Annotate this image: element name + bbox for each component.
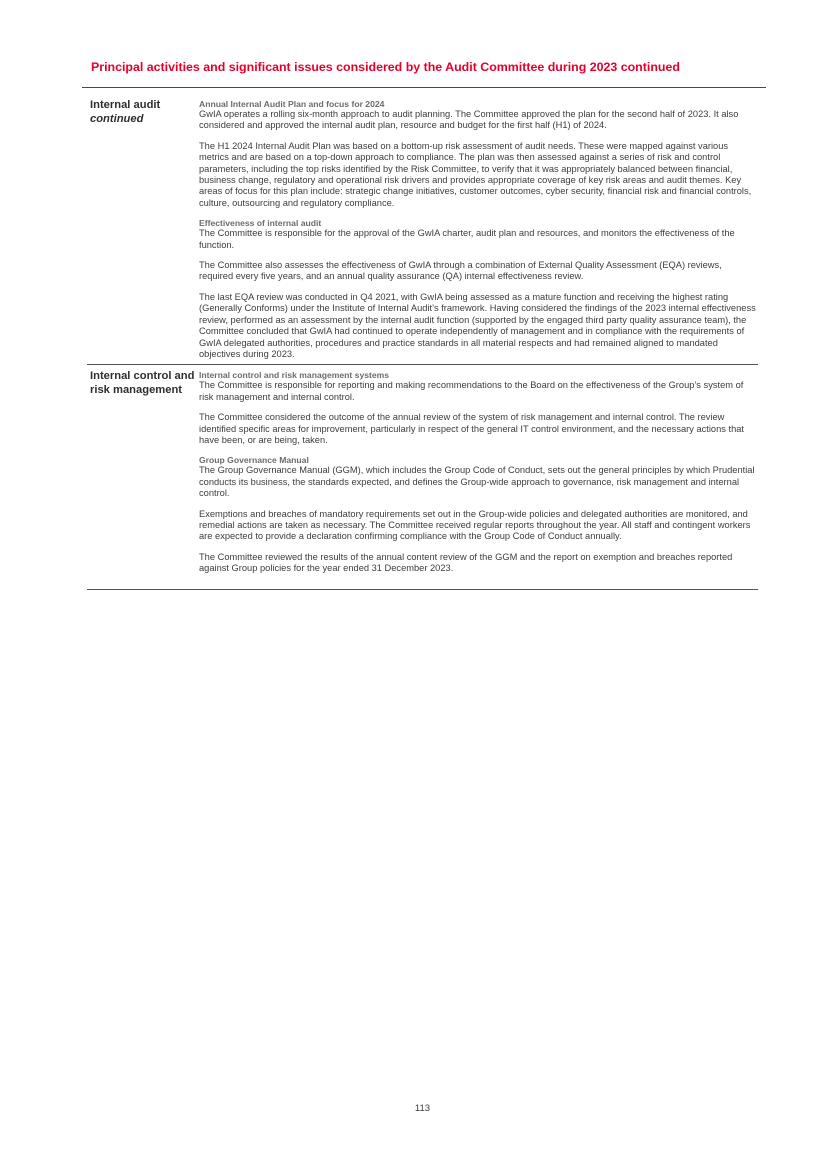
page-heading: Principal activities and significant issues considered by the Audit Committee during 2023 continued (91, 60, 680, 74)
row-label (87, 94, 199, 364)
table-row-internal-control (87, 365, 758, 589)
block-title: Annual Internal Audit Plan and focus for 2024 (199, 99, 385, 109)
activities-table (87, 94, 758, 590)
paragraph: GwIA operates a rolling six-month approach to audit planning. The Committee approved the plan for the second half of 2023. It also considered and approved the internal audit plan, resource and budget for the first half (H1) of 2024. (199, 109, 739, 131)
paragraph: The Committee also assesses the effectiveness of GwIA through a combination of External Quality Assessment (EQA) reviews, required every five years, and an annual quality assurance (QA) internal effectiveness review. (199, 260, 722, 282)
paragraph: The H1 2024 Internal Audit Plan was based on a bottom-up risk assessment of audit needs. These were mapped against various metrics and are based on a top-down approach to compliance. The plan was then assessed against a series of risk and control parameters, including the top risks identified by the Risk Committee, to verify that it was appropriately balanced between financial, business change, regulatory and operational risk drivers and provides appropriate coverage of key risk areas and audit themes. Key areas of focus for this plan include: strategic change initiatives, customer outcomes, cyber security, financial risk and financial controls, culture, outsourcing and regulatory compliance. (199, 140, 752, 208)
paragraph: Exemptions and breaches of mandatory requirements set out in the Group-wide policies and delegated authorities are monitored, and remedial actions are taken as necessary. The Committee received regular reports throughout the year. All staff and contingent workers are expected to provide a declaration confirming compliance with the Group Code of Conduct annually. (199, 508, 751, 542)
row-body (199, 365, 758, 588)
paragraph: The Committee is responsible for the approval of the GwIA charter, audit plan and resources, and monitors the effectiveness of the function. (199, 228, 735, 250)
block-title: Internal control and risk management systems (199, 370, 390, 381)
paragraph: The Committee reviewed the results of the annual content review of the GGM and the report on exemption and breaches reported against Group policies for the year ended 31 December 2023. (199, 551, 733, 574)
heading-divider (82, 87, 766, 88)
row-label-text: Internal control and risk management (90, 370, 195, 397)
row-body (199, 94, 758, 364)
page-number: 113 (414, 1103, 431, 1114)
paragraph: The Committee considered the outcome of the annual review of the system of risk management and internal control. The review identified specific areas for improvement, particularly in respect of the general IT control environment, and the necessary actions that have been, or are being, taken. (199, 412, 745, 445)
table-row-internal-audit (87, 94, 758, 365)
block-title: Group Governance Manual (199, 455, 309, 466)
row-label (87, 365, 199, 588)
row-label-text: Internal audit (90, 99, 161, 111)
row-label-sub: continued (90, 113, 144, 125)
paragraph: The last EQA review was conducted in Q4 2021, with GwIA being assessed as a mature function and receiving the highest rating (Generally Conforms) under the Institute of Internal Audit’s framework. Having considered the findings of the 2023 internal effectiveness review, performed as an assessment by the internal audit function (supported by the engaged third party quality assurance team), the Committee concluded that GwIA had continued to operate independently of management and in compliance with the requirements of GwIA delegated authorities, procedures and practice standards in all material respects and had remained aligned to mandated objectives during 2023. (199, 291, 756, 359)
block-title: Effectiveness of internal audit (199, 218, 322, 229)
paragraph: The Committee is responsible for reporting and making recommendations to the Board on the effectiveness of the Group’s system of risk management and internal control. (199, 380, 744, 402)
paragraph: The Group Governance Manual (GGM), which includes the Group Code of Conduct, sets out the general principles by which Prudential conducts its business, the standards expected, and defines the Group-wide approach to governance, risk management and internal control. (199, 465, 755, 499)
